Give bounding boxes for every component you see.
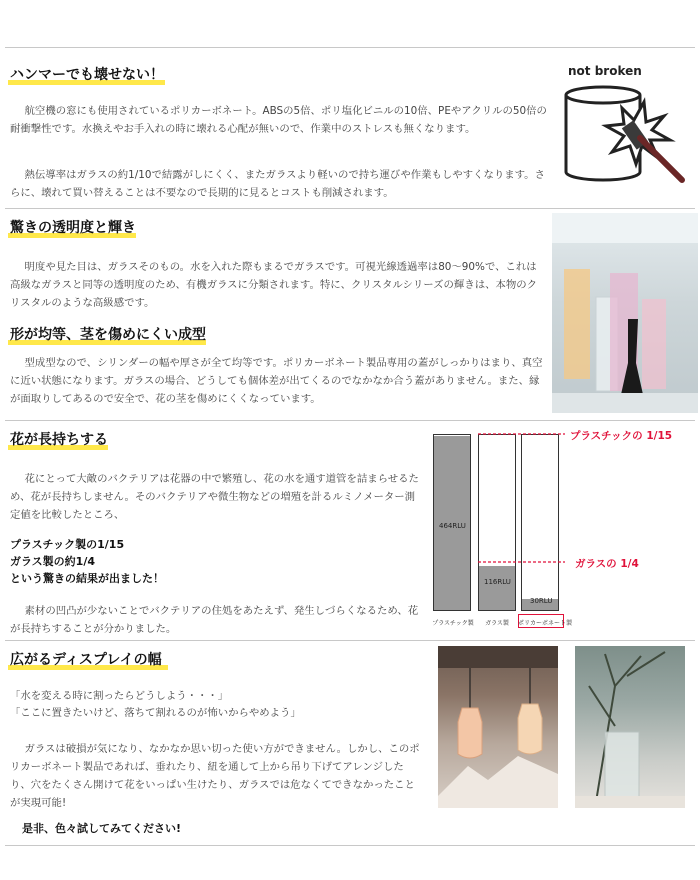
crystal-vases-photo [552, 213, 698, 413]
quote-2: 「ここに置きたいけど、落ちて割れるのが怖いからやめよう」 [10, 707, 301, 719]
divider-1 [5, 208, 695, 209]
annotation-lines [430, 425, 698, 635]
bar-plastic-value: 464RLU [439, 522, 466, 530]
section-heading-hammer: ハンマーでも壊せない！ [10, 67, 164, 83]
illustration-caption: not broken [568, 64, 642, 78]
section-heading-shape: 形が均等、茎を傷めにくい成型 [10, 327, 206, 343]
closing-text: 是非、色々試してみてください! [22, 822, 182, 835]
cup-hammer-icon [560, 80, 695, 192]
bacteria-chart [430, 425, 698, 635]
section2-paragraph: 明度や見た目は、ガラスそのもの。水を入れた際もまるでガラスです。可視光線透過率は80～90%で、これは高級なガラスと同等の透明度のため、有機ガラスに分類されます。特に、クリスタルシリーズの輝きは、本物のクリスタルのような高級感です。 [10, 261, 538, 309]
section1-paragraph-1: 航空機の窓にも使用されているポリカーボネート。ABSの5倍、ポリ塩化ビニルの10倍、PEやアクリルの50倍の耐衝撃性です。水換えやお手入れの時に壊れる心配が無いので、作業中のストレスも無くなります。 [10, 105, 547, 135]
result-line-1: プラスチック製の1/15 [10, 538, 125, 551]
section3-paragraph: 型成型なので、シリンダーの幅や厚さが全て均等です。ポリカーボネート製品専用の蓋がしっかりはまり、真空に近い状態になります。ガラスの場合、どうしても個体差が出てくるのでなかなか合う蓋がありません。また、縁が面取りしてあるので安全で、花の茎を傷めにくくなっています。 [10, 357, 543, 405]
section4-paragraph-2: 素材の凹凸が少ないことでバクテリアの住処をあたえず、発生しづらくなるため、花が長持ちすることが分かりました。 [10, 605, 419, 635]
category-label-polycarbonate: ポリカーボネート製 [518, 620, 572, 627]
section-heading-display: 広がるディスプレイの幅 [10, 652, 162, 668]
bar-glass-value: 116RLU [484, 578, 511, 587]
section4-paragraph-1: 花にとって大敵のバクテリアは花器の中で繁殖し、花の水を通す道管を詰まらせるため、花が長持ちしません。そのバクテリアや微生物などの増殖を計るルミノメーター測定値を比較したところ、 [10, 473, 419, 521]
section-heading-longevity: 花が長持ちする [10, 432, 108, 448]
annotation-glass: ガラスの 1/4 [575, 558, 639, 570]
category-label-plastic: プラスチック製 [432, 620, 474, 627]
result-line-2: ガラス製の約1/4 [10, 555, 95, 568]
divider-3 [5, 640, 695, 641]
bottom-divider [5, 845, 695, 846]
annotation-plastic: プラスチックの 1/15 [570, 430, 673, 442]
not-broken-illustration [560, 62, 695, 192]
quote-1: 「水を変える時に割ったらどうしよう・・・」 [10, 690, 229, 702]
pendant-lamps-photo [438, 646, 558, 808]
section5-paragraph: ガラスは破損が気になり、なかなか思い切った使い方ができません。しかし、このポリカーボネート製品であれば、垂れたり、紐を通して上から吊り下げてアレンジしたり、穴をたくさん開けて花をいっぱい生けたり、ガラスでは危なくてできなかったことが実現可能! [10, 743, 420, 809]
section1-paragraph-2: 熱伝導率はガラスの約1/10で結露がしにくく、またガラスより軽いので持ち運びや作業もしやすくなります。さらに、壊れて買い替えることは不要なので長期的に見るとコストも削減されます。 [10, 169, 545, 199]
category-label-glass: ガラス製 [485, 620, 509, 627]
bar-polycarbonate-value: 30RLU [530, 597, 553, 605]
branch-vase-photo [575, 646, 685, 808]
divider-2 [5, 420, 695, 421]
section-heading-transparency: 驚きの透明度と輝き [10, 220, 136, 236]
result-line-3: という驚きの結果が出ました！ [10, 572, 164, 585]
top-divider [5, 47, 695, 48]
